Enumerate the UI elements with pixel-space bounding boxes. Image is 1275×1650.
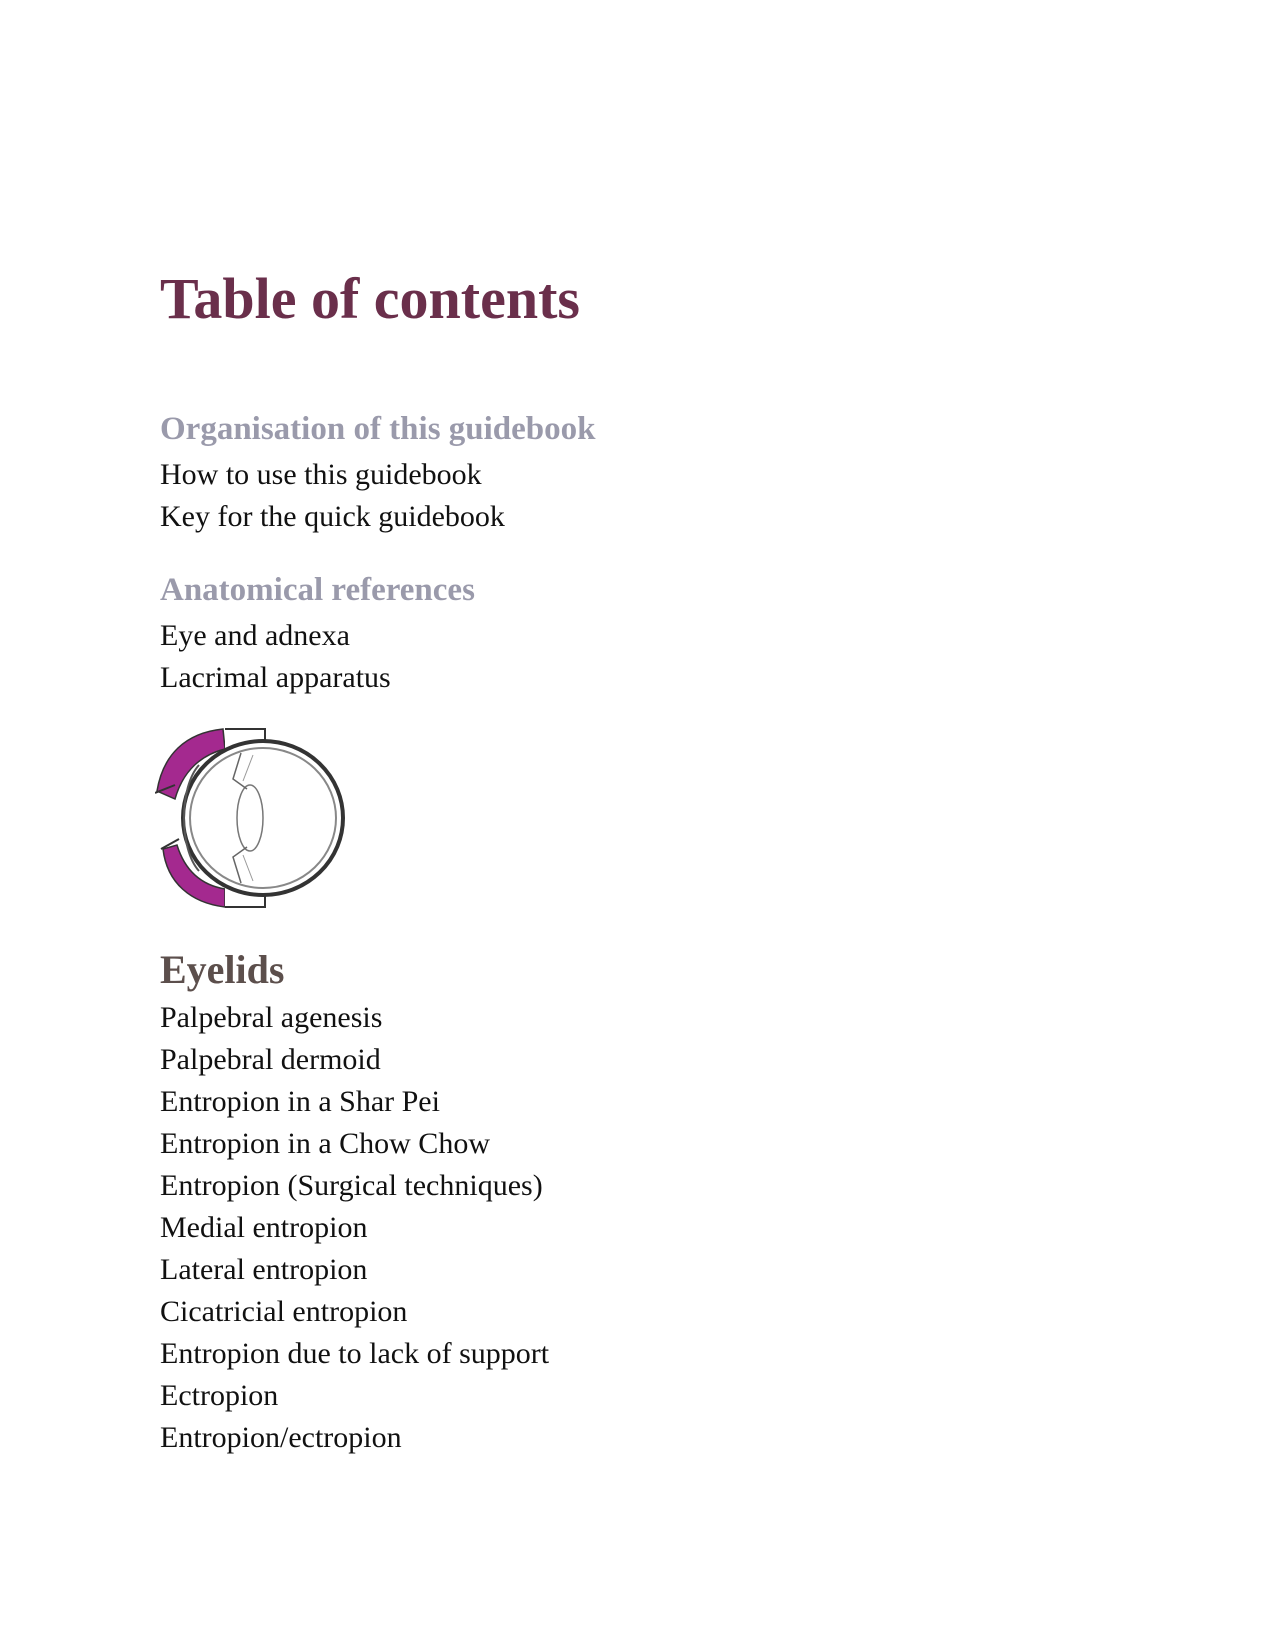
toc-entry-medial-entropion[interactable]: Medial entropion [160,1211,368,1244]
toc-entry-key-quick-guidebook[interactable]: Key for the quick guidebook [160,500,505,533]
toc-entry-palpebral-dermoid[interactable]: Palpebral dermoid [160,1043,381,1076]
chapter-heading-eyelids: Eyelids [160,947,285,992]
toc-entry-entropion-shar-pei[interactable]: Entropion in a Shar Pei [160,1085,440,1118]
toc-entry-lateral-entropion[interactable]: Lateral entropion [160,1253,368,1286]
toc-entry-lacrimal-apparatus[interactable]: Lacrimal apparatus [160,661,391,694]
section-heading-anatomical-references: Anatomical references [160,572,475,608]
toc-entry-cicatricial-entropion[interactable]: Cicatricial entropion [160,1295,408,1328]
toc-entry-eye-and-adnexa[interactable]: Eye and adnexa [160,619,350,652]
section-heading-organisation: Organisation of this guidebook [160,411,596,447]
toc-entry-how-to-use[interactable]: How to use this guidebook [160,458,482,491]
toc-entry-entropion-lack-of-support[interactable]: Entropion due to lack of support [160,1337,550,1370]
toc-entry-entropion-chow-chow[interactable]: Entropion in a Chow Chow [160,1127,490,1160]
toc-entry-ectropion[interactable]: Ectropion [160,1379,279,1412]
eye-cross-section-eyelids-icon [155,725,355,915]
toc-entry-entropion-surgical[interactable]: Entropion (Surgical techniques) [160,1169,543,1202]
toc-entry-palpebral-agenesis[interactable]: Palpebral agenesis [160,1001,383,1034]
page-title: Table of contents [160,266,580,331]
toc-entry-entropion-ectropion[interactable]: Entropion/ectropion [160,1421,402,1454]
